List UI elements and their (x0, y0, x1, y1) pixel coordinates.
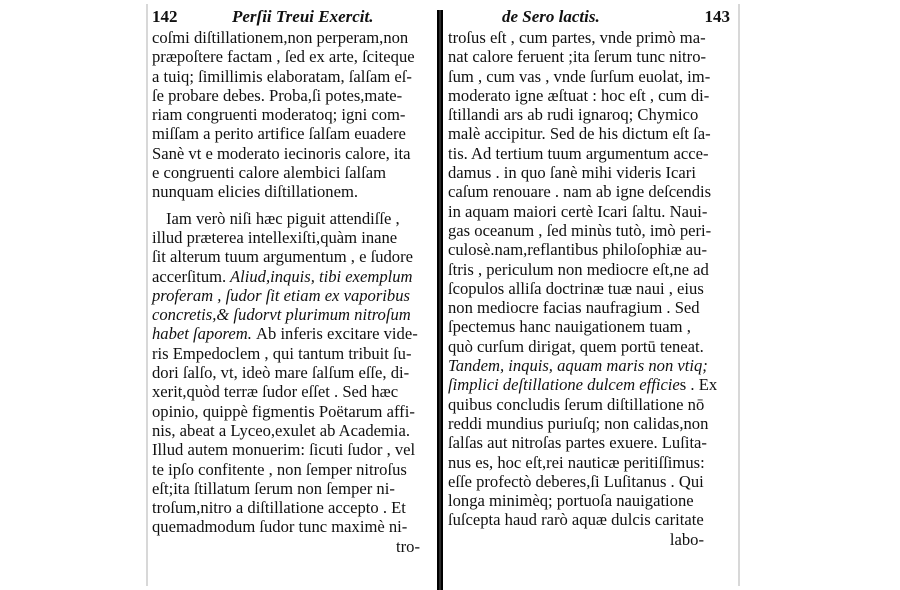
text-line: moderato igne æſtuat : hoc eſt , cum di- (448, 85, 710, 105)
binding-gutter (437, 10, 443, 590)
text-line: longa minimèq; portuoſa nauigatione (448, 491, 694, 511)
left-page-number: 142 (152, 7, 178, 26)
text-line: Illud autem monuerim: ſicuti ſudor , vel (152, 440, 416, 460)
text-line: eſt;ita ſtillatum ſerum non ſemper ni- (152, 478, 395, 498)
text-line: e congruenti calore alembici ſalſam (152, 163, 387, 183)
text-line: Tandem, inquis, aquam maris non vtiq; (448, 356, 708, 376)
left-catchword (152, 537, 434, 556)
text-line: troſum,nitro a diſtillatione accepto . Et (152, 498, 406, 518)
text-line: quibus concludis ſerum diſtillatione nō (448, 394, 705, 414)
text-line: nunquam elicies diſtillationem. (152, 182, 358, 202)
text-line: te ipſo confitente , non ſemper nitroſus (152, 459, 407, 479)
text-line: ſit alterum tuum argumentum , e ſudore (152, 247, 413, 267)
text-line: dori ſalſo, vt, ideò mare ſalſum eſſe, di- (152, 363, 410, 383)
text-line: Iam verò niſi hæc piguit attendiſſe , (166, 208, 400, 228)
right-page (448, 6, 734, 549)
text-line: a tuiq; ſimillimis elaboratam, ſalſam eſ- (152, 66, 412, 86)
text-line: in aquam maiori certè Icari ſaltu. Naui- (448, 201, 708, 221)
text-line: ſum , cum vas , vnde ſurſum euolat, im- (448, 66, 711, 86)
text-line: xerit,quòd terræ ſudor eſſet . Sed hæc (152, 382, 399, 402)
right-running-head: de Sero lactis. (502, 7, 600, 26)
text-line: ſe probare debes. Proba,ſi potes,mate- (152, 85, 403, 105)
text-line: ſalſas aut nitroſas partes exuere. Luſita- (448, 433, 707, 453)
left-page-text-block (152, 28, 434, 537)
text-line: non mediocre facias naufragium . Sed (448, 298, 700, 318)
text-line: ſtillandi ars ab rudi ignaroq; Chymico (448, 105, 699, 125)
left-page-header (152, 6, 434, 28)
text-line: nis, abeat a Lyceo,exulet ab Academia. (152, 420, 411, 440)
text-line: miſſam a perito artifice ſalſam euadere (152, 124, 406, 144)
right-page-header (448, 6, 734, 28)
text-line: ſcopulos alliſa doctrinæ tuæ naui , eius (448, 278, 704, 298)
text-line: malè accipitur. Sed de his dictum eſt ſa- (448, 124, 711, 144)
text-line: ſimplici deſtillatione dulcem efficies . Ex (448, 375, 718, 395)
text-line: ris Empedoclem , qui tantum tribuit ſu- (152, 343, 412, 363)
left-page-edge (146, 4, 148, 586)
text-line: opinio, quippè figmentis Poëtarum affi- (152, 401, 415, 421)
left-running-head: Perſii Treui Exercit. (232, 7, 374, 26)
text-line: habet ſaporem. Ab inferis excitare vide- (152, 324, 418, 344)
text-line: riam congruenti moderatoq; igni com- (152, 105, 406, 125)
right-page-edge (738, 4, 740, 586)
text-line: ſuſcepta haud rarò aquæ dulcis caritate (448, 510, 704, 530)
left-page (152, 6, 434, 556)
text-line: troſus eſt , cum partes, vnde primò ma- (448, 28, 706, 47)
right-page-text-block (448, 28, 734, 530)
text-line: proferam , ſudor ſit etiam ex vaporibus (152, 285, 410, 305)
text-line: reddi mundius puriuſq; non calidas,non (448, 413, 709, 433)
text-line: eſſe profectò deberes,ſi Luſitanus . Qui (448, 471, 704, 491)
text-line: concretis,& ſudorvt plurimum nitroſum (152, 305, 411, 325)
right-page-number: 143 (704, 7, 730, 26)
catchword-text: labo- (669, 529, 704, 549)
text-line: damus . in quo ſanè mihi videris Icari (448, 163, 696, 183)
text-line: coſmi diſtillationem,non perperam,non (152, 28, 409, 47)
text-line: ſtris , periculum non mediocre eſt,ne ad (448, 259, 709, 279)
text-line: ſpectemus hanc nauigationem tuam , (448, 317, 691, 337)
text-line: quemadmodum ſudor tunc maximè ni- (152, 517, 408, 537)
text-line: culosè.nam,reflantibus philoſophiæ au- (448, 240, 707, 260)
text-line: caſum renouare . nam ab igne deſcendis (448, 182, 712, 202)
text-line: nus es, hoc eſt,rei nauticæ peritiſſimus: (448, 452, 705, 472)
text-line: illud præterea intellexiſti,quàm inane (152, 227, 398, 247)
text-line: præpoſtere factam , ſed ex arte, ſciteque (152, 47, 415, 67)
text-line: gas oceanum , ſed minùs tutò, imò peri- (448, 220, 712, 240)
text-line: quò curſum dirigat, quem portū teneat. (448, 336, 704, 356)
text-line: tis. Ad tertium tuum argumentum acce- (448, 143, 709, 163)
text-line: nat calore feruent ;ita ſerum tunc nitro- (448, 47, 707, 67)
catchword-text: tro- (396, 536, 420, 556)
right-catchword (448, 530, 734, 549)
text-line: accerſitum. Aliud,inquis, tibi exemplum (152, 266, 413, 286)
text-line: Sanè vt e moderato iecinoris calore, ita (152, 143, 411, 163)
